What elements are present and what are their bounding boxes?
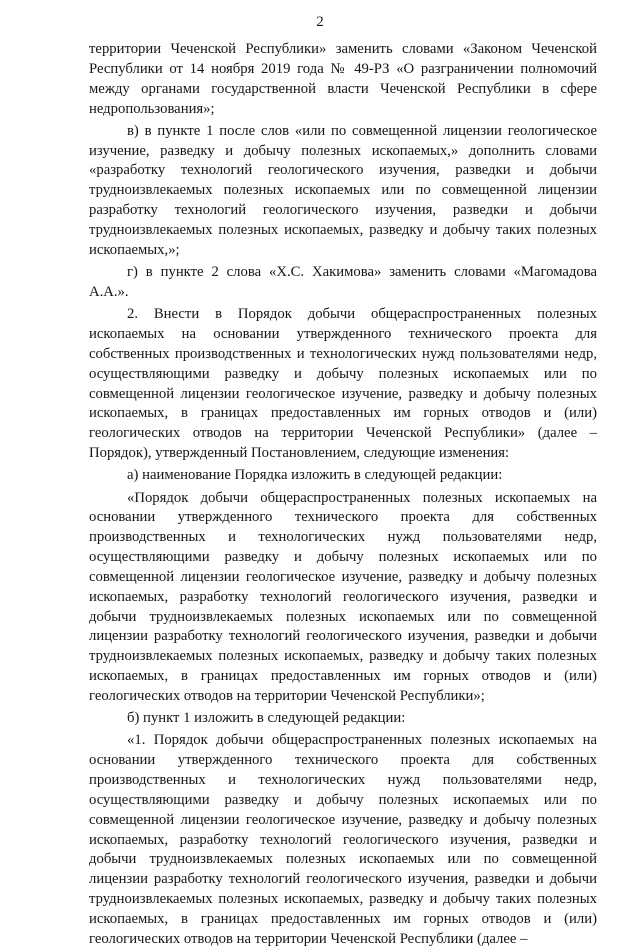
document-body bbox=[89, 40, 597, 952]
paragraph-item-v: в) в пункте 1 после слов «или по совмещенной лицензии геологическое изучение, разведку и добычу полезных ископаемых,» дополнить словами «разработку технологий геологического изучения, разведки и добычи трудноизвлекаемых полезных ископаемых или по совмещенной лицензии разработку технологий геологического изучения, разведки и добычи трудноизвлекаемых полезных ископаемых, разведку и добычу таких полезных ископаемых,»; bbox=[89, 122, 597, 258]
paragraph-item-b: б) пункт 1 изложить в следующей редакции: bbox=[127, 710, 406, 727]
paragraph-item-g: г) в пункте 2 слова «Х.С. Хакимова» заменить словами «Магомадова А.А.». bbox=[89, 264, 597, 300]
paragraph-quoted-title: «Порядок добычи общераспространенных полезных ископаемых на основании утвержденного технического проекта для собственных производственных и технологических нужд пользователями недр, осуществляющими разведку и добычу полезных ископаемых или по совмещенной лицензии геологическое изучение, разведку и добычу полезных ископаемых, разработку технологий геологического изучения, разведки и добычи трудноизвлекаемых полезных ископаемых или по совмещенной лицензии разработку технологий геологического изучения, разведки и добычи трудноизвлекаемых полезных ископаемых, разведку и добычу таких полезных ископаемых, в границах предоставленных им горных отводов и (или) геологических отводов на территории Чеченской Республики»; bbox=[89, 489, 597, 704]
page-number: 2 bbox=[316, 14, 324, 30]
paragraph-section-2: 2. Внести в Порядок добычи общераспространенных полезных ископаемых на основании утвержденного технического проекта для собственных производственных и технологических нужд пользователями недр, осуществляющими разведку и добычу полезных ископаемых или по совмещенной лицензии геологическое изучение, разведку и добычу полезных ископаемых, в границах предоставленных им горных отводов и (или) геологических отводов на территории Чеченской Республики» (далее – Порядок), утвержденный Постановлением, следующие изменения: bbox=[89, 306, 597, 462]
paragraph-continuation: территории Чеченской Республики» заменить словами «Законом Чеченской Республики от 14 ноября 2019 года № 49-РЗ «О разграничении полномочий между органами государственной власти Чеченской Республики в сфере недропользования»; bbox=[89, 41, 597, 117]
paragraph-item-a: а) наименование Порядка изложить в следующей редакции: bbox=[127, 467, 503, 484]
paragraph-quoted-point-1: «1. Порядок добычи общераспространенных полезных ископаемых на основании утвержденного технического проекта для собственных производственных и технологических нужд пользователями недр, осуществляющими разведку и добычу полезных ископаемых или по совмещенной лицензии геологическое изучение, разведку и добычу полезных ископаемых, разработку технологий геологического изучения, разведки и добычи трудноизвлекаемых полезных ископаемых или по совмещенной лицензии разработку технологий геологического изучения, разведки и добычи трудноизвлекаемых полезных ископаемых, разведку и добычу таких полезных ископаемых, в границах предоставленных им горных отводов и (или) геологических отводов на территории Чеченской Республики (далее – bbox=[89, 732, 597, 947]
